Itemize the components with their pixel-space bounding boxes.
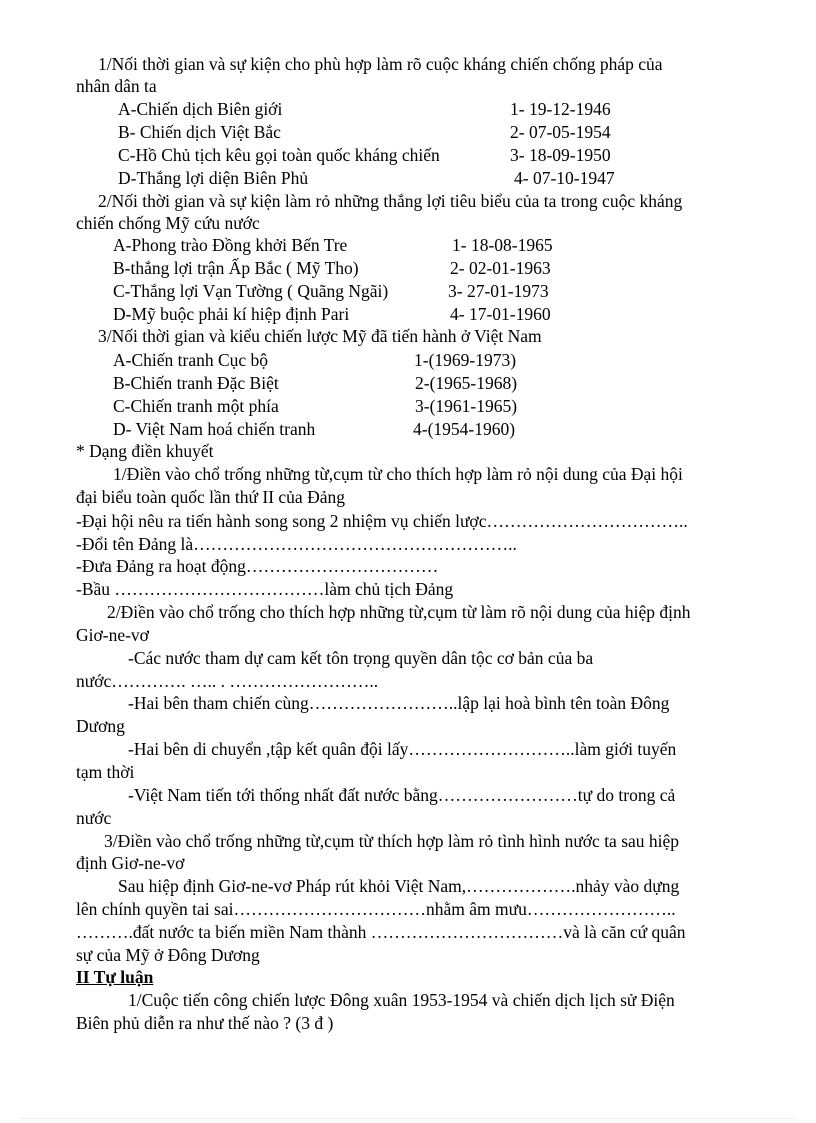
- match-left: A-Phong trào Đồng khởi Bến Tre: [113, 235, 348, 255]
- fill-q1-line-4: -Đổi tên Đảng là………………………………………………..: [76, 534, 517, 554]
- q2-line-2: chiến chống Mỹ cứu nước: [76, 213, 260, 233]
- q1-line-2: nhân dân ta: [76, 76, 157, 96]
- match-left: D-Mỹ buộc phải kí hiệp định Pari: [113, 304, 350, 324]
- match-right: 1-(1969-1973): [414, 350, 517, 370]
- match-right: 3-(1961-1965): [415, 396, 518, 416]
- fill-q2-line-1: 2/Điền vào chổ trống cho thích hợp những từ,cụm từ làm rõ nội dung của hiệp định: [107, 602, 691, 622]
- match-right: 3- 18-09-1950: [510, 145, 611, 165]
- fill-q2-line-9: -Việt Nam tiến tới thống nhất đất nước bằng……………………tự do trong cả: [128, 785, 676, 805]
- fill-q2-line-3: -Các nước tham dự cam kết tôn trọng quyền dân tộc cơ bản của ba: [128, 648, 594, 668]
- fill-q1-line-5: -Đưa Đảng ra hoạt động……………………………: [76, 556, 439, 576]
- fill-q2-line-10: nước: [76, 808, 112, 828]
- q3-line-1: 3/Nối thời gian và kiểu chiến lược Mỹ đã tiến hành ở Việt Nam: [98, 326, 542, 346]
- fill-q1-line-6: -Bầu ………………………………làm chủ tịch Đảng: [76, 579, 454, 599]
- essay-heading: II Tự luận: [76, 967, 154, 987]
- fill-q3-line-6: sự của Mỹ ở Đông Dương: [76, 945, 260, 965]
- fill-q2-line-6: Dương: [76, 716, 125, 736]
- match-left: A-Chiến dịch Biên giới: [118, 99, 283, 119]
- match-left: C-Chiến tranh một phía: [113, 396, 279, 416]
- fill-q3-line-5: ……….đất nước ta biến miền Nam thành ……………………………và là căn cứ quân: [76, 922, 686, 942]
- match-left: B-thắng lợi trận Ấp Bắc ( Mỹ Tho): [113, 258, 359, 278]
- match-left: D- Việt Nam hoá chiến tranh: [113, 419, 316, 439]
- fill-q3-line-3: Sau hiệp định Giơ-ne-vơ Pháp rút khỏi Việt Nam,……………….nhảy vào dựng: [118, 876, 680, 896]
- match-right: 4- 17-01-1960: [450, 304, 551, 324]
- fill-q1-line-1: 1/Điền vào chổ trống những từ,cụm từ cho thích hợp làm rỏ nội dung của Đại hội: [113, 464, 683, 484]
- fill-heading: * Dạng điền khuyết: [76, 441, 214, 461]
- match-left: A-Chiến tranh Cục bộ: [113, 350, 269, 370]
- fill-q1-line-3: -Đại hội nêu ra tiến hành song song 2 nhiệm vụ chiến lược……………………………..: [76, 511, 688, 531]
- q2-line-1: 2/Nối thời gian và sự kiện làm rỏ những thắng lợi tiêu biểu của ta trong cuộc kháng: [98, 191, 683, 211]
- fill-q2-line-7: -Hai bên di chuyển ,tập kết quân đội lấy………………………..làm giới tuyến: [128, 739, 677, 759]
- fill-q2-line-4: nước…………. ….. . ……………………..: [76, 671, 379, 691]
- essay-q1-line-1: 1/Cuộc tiến công chiến lược Đông xuân 1953-1954 và chiến dịch lịch sử Điện: [128, 990, 675, 1010]
- fill-q3-line-1: 3/Điền vào chổ trống những từ,cụm từ thích hợp làm rỏ tình hình nước ta sau hiệp: [104, 831, 680, 851]
- match-right: 4-(1954-1960): [413, 419, 516, 439]
- match-right: 1- 19-12-1946: [510, 99, 611, 119]
- q1-line-1: 1/Nối thời gian và sự kiện cho phù hợp làm rõ cuộc kháng chiến chống pháp của: [98, 54, 663, 74]
- match-right: 3- 27-01-1973: [448, 281, 549, 301]
- fill-q2-line-2: Giơ-ne-vơ: [76, 625, 149, 645]
- match-right: 2- 07-05-1954: [510, 122, 611, 142]
- fill-q1-line-2: đại biểu toàn quốc lần thứ II của Đảng: [76, 487, 345, 507]
- essay-q1-line-2: Biên phủ diễn ra như thế nào ? (3 đ ): [76, 1013, 334, 1033]
- match-left: B-Chiến tranh Đặc Biệt: [113, 373, 279, 393]
- fill-q2-line-5: -Hai bên tham chiến cùng……………………..lập lại hoà bình tên toàn Đông: [128, 693, 670, 713]
- fill-q3-line-2: định Giơ-ne-vơ: [76, 853, 185, 873]
- match-left: D-Thắng lợi diện Biên Phủ: [118, 168, 309, 188]
- match-left: C-Thắng lợi Vạn Tường ( Quãng Ngãi): [113, 281, 389, 301]
- match-right: 4- 07-10-1947: [514, 168, 615, 188]
- match-right: 2-(1965-1968): [415, 373, 518, 393]
- match-right: 2- 02-01-1963: [450, 258, 551, 278]
- match-left: B- Chiến dịch Việt Bắc: [118, 122, 281, 142]
- match-left: C-Hồ Chủ tịch kêu gọi toàn quốc kháng chiến: [118, 145, 440, 165]
- match-right: 1- 18-08-1965: [452, 235, 553, 255]
- fill-q2-line-8: tạm thời: [76, 762, 135, 782]
- page-bottom-divider: [20, 1118, 796, 1119]
- fill-q3-line-4: lên chính quyền tai sai……………………………nhằm âm mưu……………………..: [76, 899, 676, 919]
